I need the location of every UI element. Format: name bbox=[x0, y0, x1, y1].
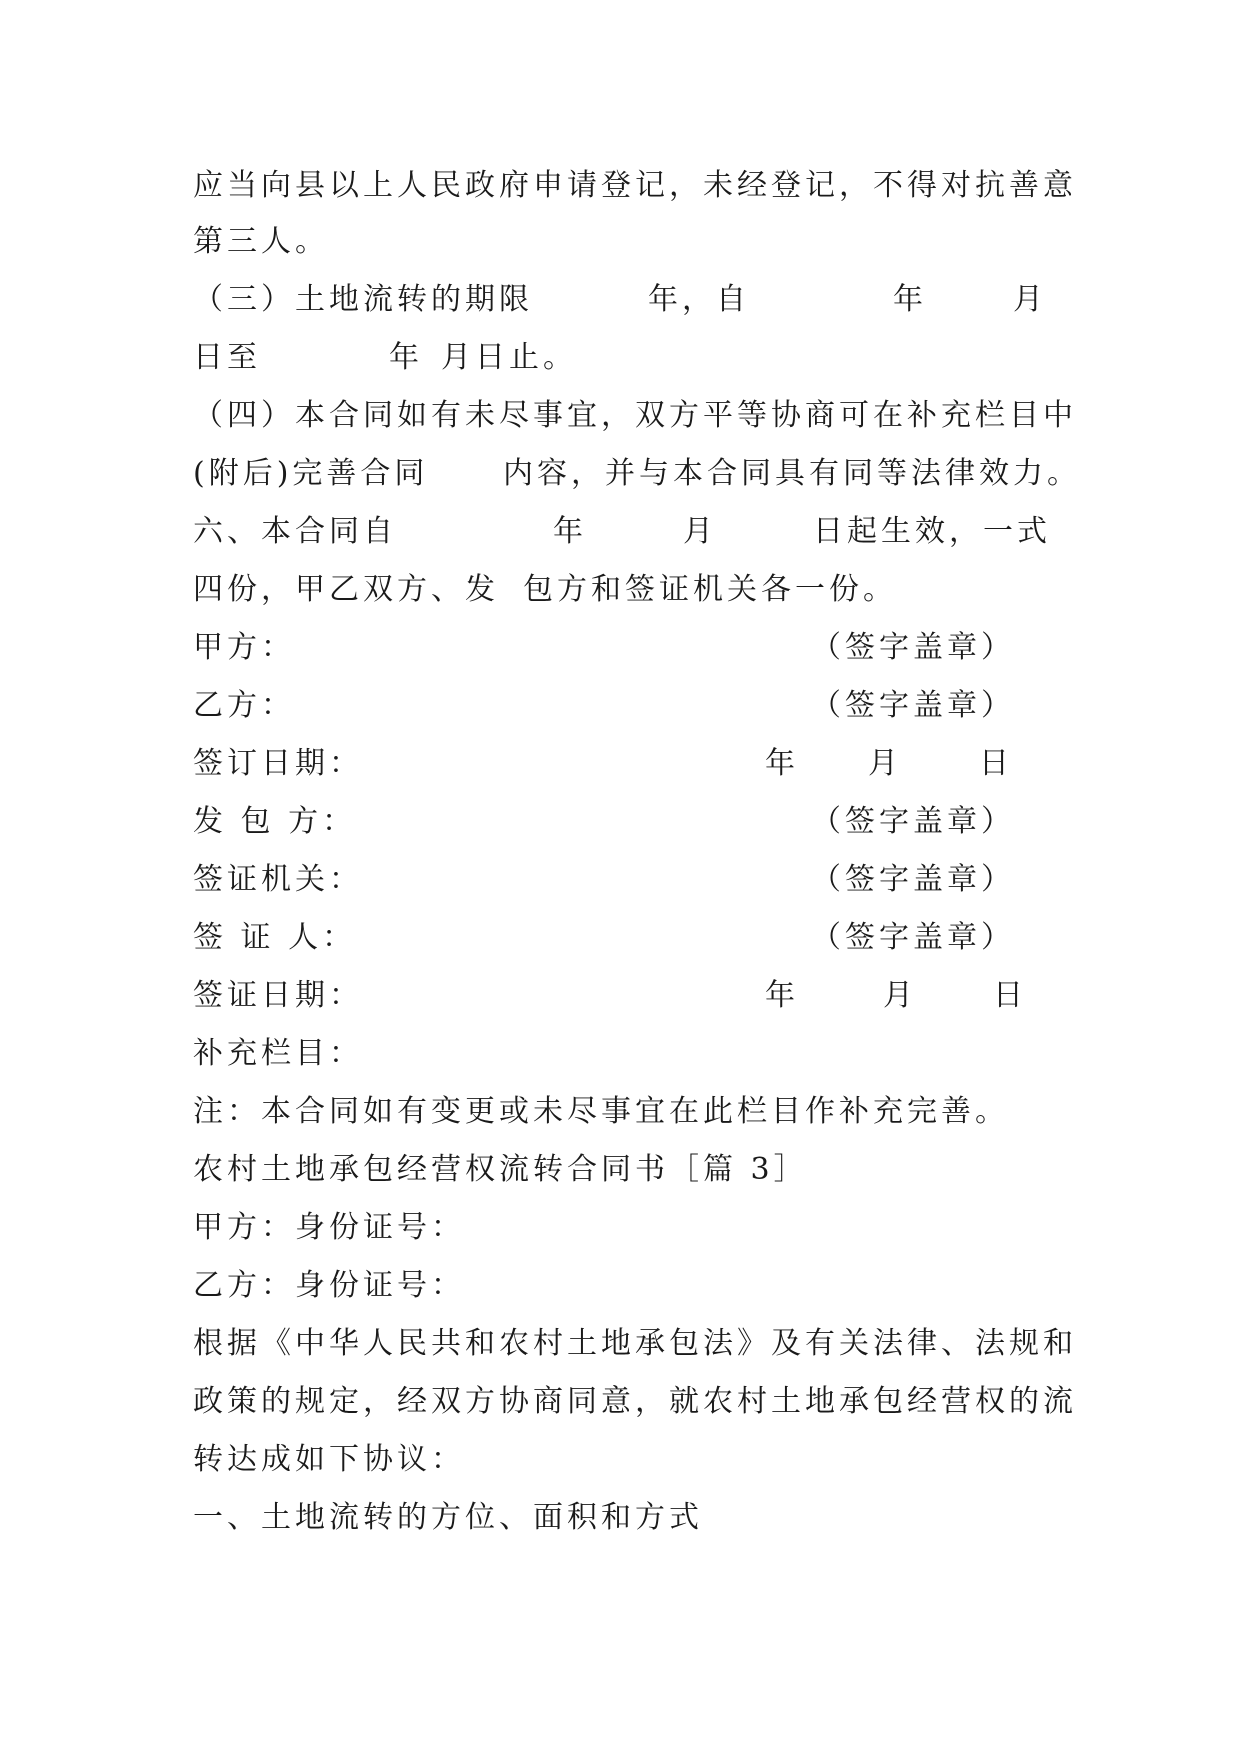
label: 甲方： bbox=[193, 630, 295, 665]
signature-line-witness bbox=[193, 918, 1053, 958]
signature-note: （签字盖章） bbox=[811, 630, 1015, 665]
text-segment: 月日止。 bbox=[441, 340, 577, 375]
signature-note: （签字盖章） bbox=[811, 862, 1015, 897]
text-line bbox=[193, 1382, 1077, 1422]
text-line bbox=[193, 280, 1053, 320]
text-segment: 注：本合同如有变更或未尽事宜在此栏目作补充完善。 bbox=[193, 1094, 1009, 1129]
verify-date-line bbox=[193, 976, 1053, 1016]
text-segment: 四份，甲乙双方、发 bbox=[193, 572, 499, 607]
text-line bbox=[193, 1440, 1053, 1480]
text-segment: 年 bbox=[553, 514, 587, 549]
text-segment: 内容，并与本合同具有同等法律效力。 bbox=[503, 456, 1081, 491]
date-year: 年 bbox=[765, 978, 799, 1013]
date-month: 月 bbox=[883, 978, 917, 1013]
text-line bbox=[193, 1324, 1077, 1364]
date-year: 年 bbox=[765, 746, 799, 781]
text-segment: 包方和签证机关各一份。 bbox=[523, 572, 897, 607]
date-day: 日 bbox=[993, 978, 1027, 1013]
text-segment: 乙方：身份证号： bbox=[193, 1268, 465, 1303]
label: 签订日期： bbox=[193, 746, 363, 781]
text-segment: （三）土地流转的期限 bbox=[193, 282, 533, 317]
signature-note: （签字盖章） bbox=[811, 688, 1015, 723]
text-segment: 六、本合同自 bbox=[193, 514, 397, 549]
date-day: 日 bbox=[979, 746, 1013, 781]
section-title bbox=[193, 1150, 1053, 1190]
signature-line-contractor bbox=[193, 802, 1053, 842]
text-segment: 一、土地流转的方位、面积和方式 bbox=[193, 1500, 703, 1535]
text-line bbox=[193, 338, 1053, 378]
text-segment: 月 bbox=[1013, 282, 1047, 317]
text-line bbox=[193, 166, 1077, 206]
label: 发 包 方： bbox=[193, 804, 357, 839]
signature-line-party-b bbox=[193, 686, 1053, 726]
text-segment: 日起生效，一式 bbox=[813, 514, 1051, 549]
text-line bbox=[193, 396, 1077, 436]
text-segment: 日至 bbox=[193, 340, 261, 375]
signature-note: （签字盖章） bbox=[811, 804, 1015, 839]
text-segment: 补充栏目： bbox=[193, 1036, 363, 1071]
text-segment: 年 bbox=[389, 340, 423, 375]
label: 签 证 人： bbox=[193, 920, 357, 955]
text-line bbox=[193, 1034, 1053, 1074]
text-segment: 农村土地承包经营权流转合同书［篇 3］ bbox=[193, 1152, 808, 1187]
text-line bbox=[193, 454, 1081, 494]
text-segment: 第三人。 bbox=[193, 224, 329, 259]
text-line bbox=[193, 570, 1053, 610]
text-segment: 年 bbox=[893, 282, 927, 317]
text-segment: （四）本合同如有未尽事宜，双方平等协商可在补充栏目中 bbox=[193, 398, 1077, 433]
text-segment: 应当向县以上人民政府申请登记，未经登记，不得对抗善意 bbox=[193, 168, 1077, 203]
date-month: 月 bbox=[868, 746, 902, 781]
text-segment: 转达成如下协议： bbox=[193, 1442, 465, 1477]
text-segment: 政策的规定，经双方协商同意，就农村土地承包经营权的流 bbox=[193, 1384, 1077, 1419]
signature-note: （签字盖章） bbox=[811, 920, 1015, 955]
text-segment: 甲方：身份证号： bbox=[193, 1210, 465, 1245]
text-segment: 月 bbox=[683, 514, 717, 549]
text-line bbox=[193, 1092, 1053, 1132]
text-segment: 年，自 bbox=[648, 282, 750, 317]
text-line bbox=[193, 1266, 1053, 1306]
label: 签证日期： bbox=[193, 978, 363, 1013]
label: 乙方： bbox=[193, 688, 295, 723]
text-line bbox=[193, 512, 1053, 552]
text-line bbox=[193, 1498, 1053, 1538]
sign-date-line bbox=[193, 744, 1053, 784]
text-segment: 根据《中华人民共和农村土地承包法》及有关法律、法规和 bbox=[193, 1326, 1077, 1361]
text-segment: (附后)完善合同 bbox=[193, 456, 429, 491]
text-line bbox=[193, 1208, 1053, 1248]
label: 签证机关： bbox=[193, 862, 363, 897]
signature-line-authority bbox=[193, 860, 1053, 900]
text-line bbox=[193, 222, 1053, 262]
signature-line-party-a bbox=[193, 628, 1053, 668]
